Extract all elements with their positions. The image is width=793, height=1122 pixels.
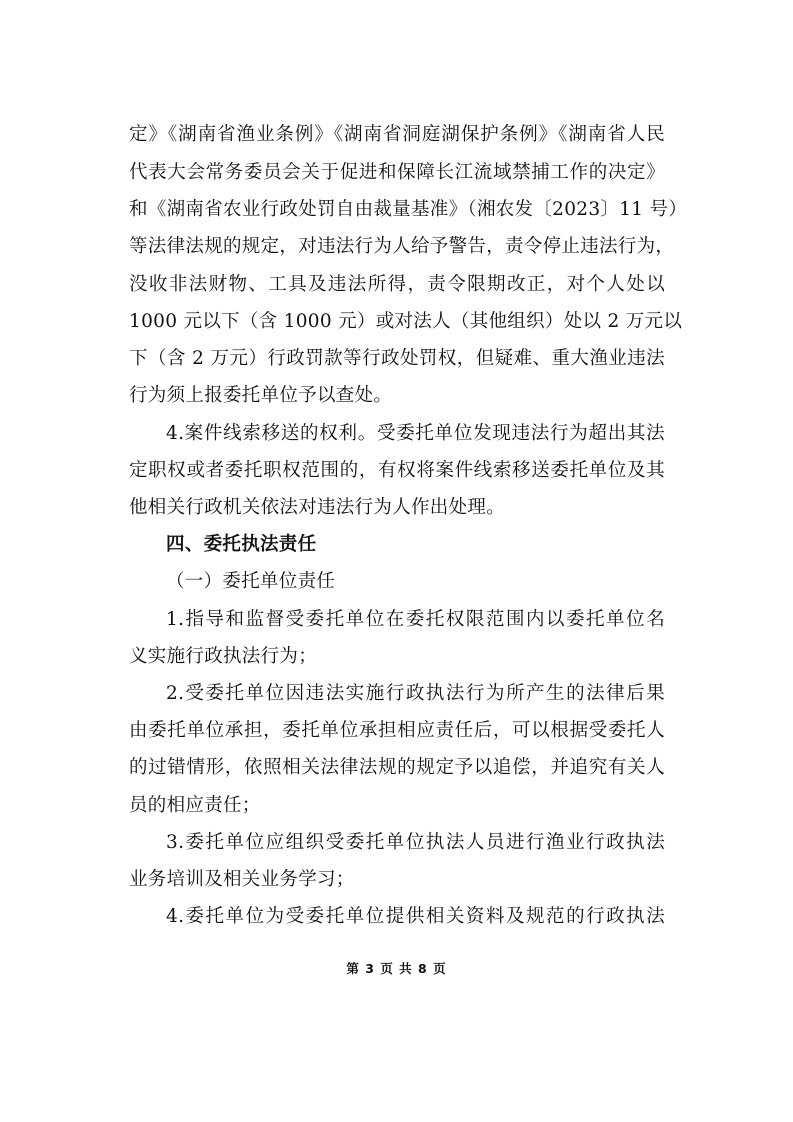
subsection-heading: （一）委托单位责任 (166, 571, 336, 592)
page-number-footer: 第 3 页 共 8 页 (346, 961, 447, 976)
body-text-line: 和《湖南省农业行政处罚自由裁量基准》（湘农发〔2023〕11 号） (129, 199, 688, 220)
body-text-line: 等法律法规的规定，对违法行为人给予警告，责令停止违法行为， (129, 236, 675, 257)
body-text-line: 没收非法财物、工具及违法所得，责令限期改正，对个人处以 (129, 274, 665, 295)
paragraph-first-line: 2.受委托单位因违法实施行政执法行为所产生的法律后果 (166, 683, 665, 704)
body-text-line: 1000 元以下（含 1000 元）或对法人（其他组织）处以 2 万元以 (129, 311, 683, 332)
body-text-line: 代表大会常务委员会关于促进和保障长江流域禁捕工作的决定》 (129, 162, 665, 183)
section-heading: 四、委托执法责任 (166, 534, 317, 555)
body-text-line: 定职权或者委托职权范围的，有权将案件线索移送委托单位及其 (129, 460, 665, 481)
body-text-line: 的过错情形，依照相关法律法规的规定予以追偿，并追究有关人 (129, 757, 665, 778)
body-text-line: 他相关行政机关依法对违法行为人作出处理。 (129, 497, 506, 518)
paragraph-first-line: 4.案件线索移送的权利。受委托单位发现违法行为超出其法 (166, 423, 665, 444)
body-text-line: 业务培训及相关业务学习； (129, 869, 355, 890)
paragraph-first-line: 4.委托单位为受委托单位提供相关资料及规范的行政执法 (166, 906, 665, 927)
paragraph-first-line: 3.委托单位应组织受委托单位执法人员进行渔业行政执法 (166, 832, 665, 853)
body-text-line: 义实施行政执法行为； (129, 646, 318, 667)
body-text-line: 员的相应责任； (129, 795, 261, 816)
body-text-line: 定》《湖南省渔业条例》《湖南省洞庭湖保护条例》《湖南省人民 (129, 124, 665, 145)
body-text-line: 由委托单位承担，委托单位承担相应责任后，可以根据受委托人 (129, 720, 665, 741)
body-text-line: 下（含 2 万元）行政罚款等行政处罚权，但疑难、重大渔业违法 (129, 348, 665, 369)
paragraph-first-line: 1.指导和监督受委托单位在委托权限范围内以委托单位名 (166, 609, 665, 630)
body-text-line: 行为须上报委托单位予以查处。 (129, 385, 393, 406)
